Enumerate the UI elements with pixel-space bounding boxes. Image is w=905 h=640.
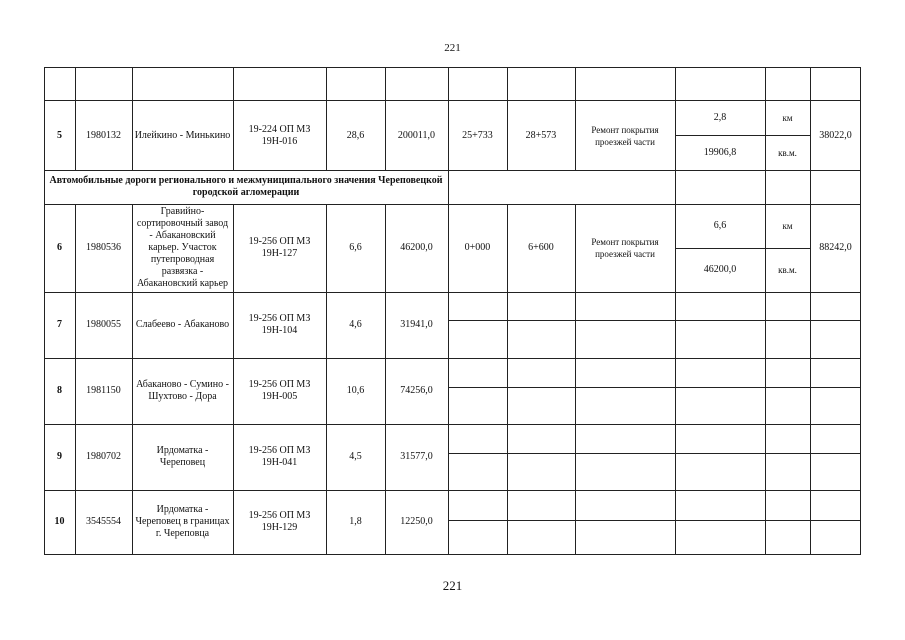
row-8-ident: 19-256 ОП МЗ 19Н-005 [248,379,311,402]
row-5-unit1: км [782,113,793,123]
row-6-cost: 46200,0 [400,242,433,253]
row-5-number: 5 [57,129,62,141]
row-6-work: Ремонт покрытия проезжей части [591,237,659,259]
row-5-unit2: кв.м. [778,147,797,158]
row-6-length: 6,6 [349,242,362,253]
row-9-number: 9 [57,451,62,462]
row-7-name: Слабеево - Абаканово [135,319,230,330]
row-8-number: 8 [57,385,62,396]
row-8-code: 1981150 [86,385,121,396]
row-5-km-start: 25+733 [462,129,493,141]
page-number-bottom: 221 [442,578,463,593]
row-10-number: 10 [54,516,65,527]
row-6-km-start: 0+000 [464,242,491,253]
row-5-ident: 19-224 ОП МЗ 19Н-016 [248,123,311,147]
row-6-ident: 19-256 ОП МЗ 19Н-127 [248,236,311,259]
row-5-cost: 200011,0 [397,129,436,141]
row-5-km-end: 28+573 [525,129,557,141]
row-5-length: 28,6 [346,129,365,141]
row-10-length: 1,8 [349,516,362,527]
row-6-km-end: 6+600 [528,242,554,253]
row-10-code: 3545554 [86,516,121,527]
row-5-total: 38022,0 [819,129,852,141]
row-6-name: Гравийно-сортировочный завод - Абакановский карьер. Участок путепроводная развязка - Абакановский карьер [136,206,229,289]
page-number-top: 221 [444,42,461,54]
row-6-qty2: 46200,0 [703,264,737,275]
row-7-code: 1980055 [86,319,121,330]
row-9-cost: 31577,0 [400,451,433,462]
row-5-work: Ремонт покрытия проезжей части [591,124,659,147]
row-5-name: Илейкино - Минькино [134,129,231,141]
row-5-qty1: 2,8 [713,112,727,123]
row-10-ident: 19-256 ОП МЗ 19Н-129 [248,510,311,533]
row-6-number: 6 [57,242,62,253]
row-5-qty2: 19906,8 [703,146,737,158]
row-6-unit2: кв.м. [778,265,797,275]
row-7-number: 7 [57,319,62,330]
row-8-length: 10,6 [346,385,365,396]
row-9-code: 1980702 [86,451,121,462]
row-5-code: 1980132 [86,129,121,141]
row-10-name: Ирдоматка - Череповец в границах г. Череповца [135,504,230,539]
section-title: Автомобильные дороги регионального и межмуниципального значения Череповецкой городской агломерации [49,175,443,198]
row-6-total: 88242,0 [819,242,852,253]
row-8-name: Абаканово - Сумино - Шухтово - Дора [136,379,229,402]
row-9-length: 4,5 [349,451,362,462]
road-table [44,67,861,555]
row-8-cost: 74256,0 [400,385,433,396]
row-6-qty1: 6,6 [713,220,727,231]
row-7-cost: 31941,0 [400,319,433,330]
row-6-code: 1980536 [86,242,121,253]
row-7-ident: 19-256 ОП МЗ 19Н-104 [248,313,311,336]
row-9-ident: 19-256 ОП МЗ 19Н-041 [248,445,311,468]
row-9-name: Ирдоматка - Череповец [156,445,209,468]
row-6-unit1: км [782,221,793,231]
row-7-length: 4,6 [349,319,362,330]
row-10-cost: 12250,0 [400,516,433,527]
